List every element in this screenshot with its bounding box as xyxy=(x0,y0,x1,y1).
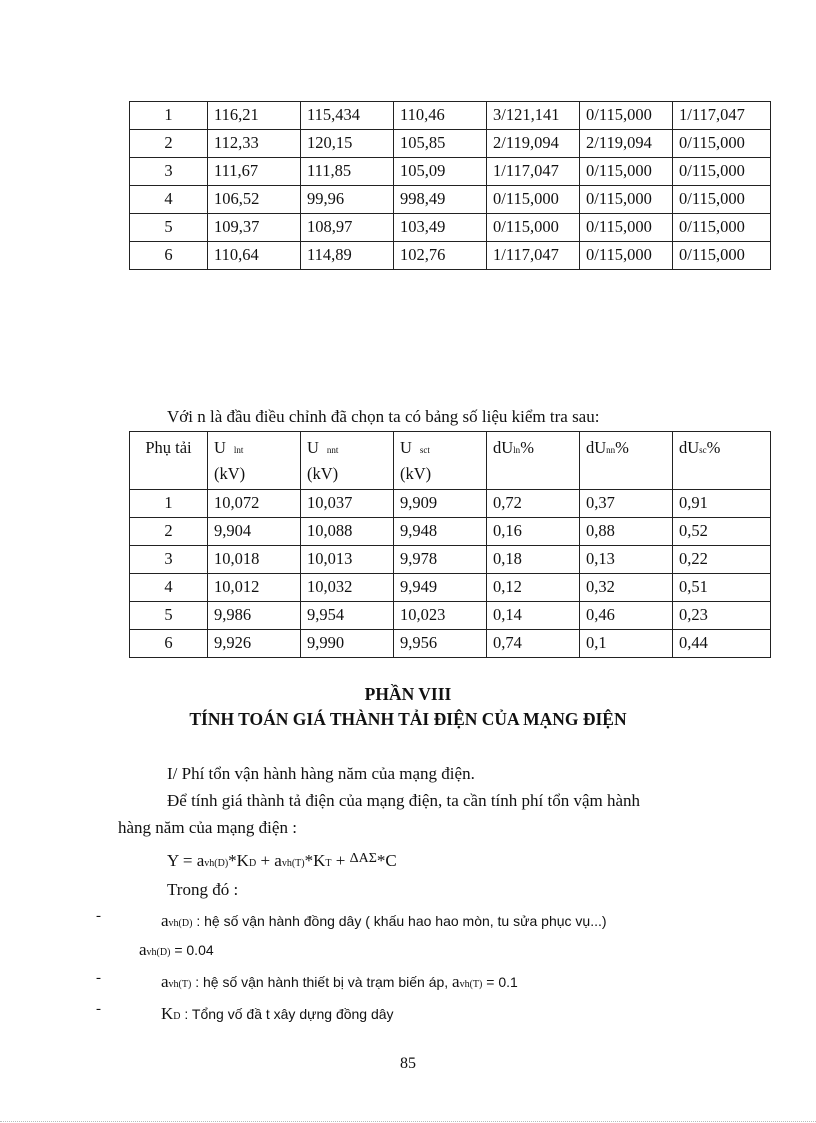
paragraph-line-1: Để tính giá thành tả điện của mạng điện, ta cần tính phí tổn vậm hành xyxy=(167,791,641,810)
table-cell: 0,91 xyxy=(673,490,771,518)
voltage-check-table xyxy=(129,431,771,658)
table-cell: 103,49 xyxy=(394,214,487,242)
table-cell: 0,52 xyxy=(673,518,771,546)
table-cell: 105,85 xyxy=(394,130,487,158)
table-cell: 0,1 xyxy=(580,630,673,658)
table-cell: 10,012 xyxy=(208,574,301,602)
table-cell: 998,49 xyxy=(394,186,487,214)
section-title: PHẦN VIII xyxy=(364,684,452,704)
table-cell: 0,74 xyxy=(487,630,580,658)
table2-caption: Với n là đầu điều chỉnh đã chọn ta có bảng số liệu kiểm tra sau: xyxy=(167,407,600,426)
bullet-1-value: avh(D) = 0.04 xyxy=(139,940,214,959)
table-cell: 105,09 xyxy=(394,158,487,186)
bullet-2: avh(T) : hệ số vận hành thiết bị và trạm biến áp, avh(T) = 0.1 xyxy=(161,972,518,991)
table-cell: 9,904 xyxy=(208,518,301,546)
table-cell: 3/121,141 xyxy=(487,102,580,130)
table-cell: 0/115,000 xyxy=(487,214,580,242)
table-cell: 0/115,000 xyxy=(673,158,771,186)
table-cell: 3 xyxy=(130,546,208,574)
table-cell: 0,88 xyxy=(580,518,673,546)
table1-row xyxy=(130,102,771,130)
table1-row xyxy=(130,214,771,242)
table-cell: 9,990 xyxy=(301,630,394,658)
table-cell: 9,949 xyxy=(394,574,487,602)
page-edge xyxy=(0,1121,816,1122)
table-cell: 0,37 xyxy=(580,490,673,518)
table-cell: 99,96 xyxy=(301,186,394,214)
table-cell: 0/115,000 xyxy=(580,186,673,214)
table-cell: 111,67 xyxy=(208,158,301,186)
bullet-1: avh(D) : hệ số vận hành đồng dây ( khấu hao hao mòn, tu sửa phục vụ...) xyxy=(161,911,607,930)
table-cell: 110,46 xyxy=(394,102,487,130)
table2-row xyxy=(130,518,771,546)
table2-row xyxy=(130,574,771,602)
table-cell: 9,978 xyxy=(394,546,487,574)
table-cell: 0,16 xyxy=(487,518,580,546)
table-cell: 0,72 xyxy=(487,490,580,518)
table-cell: 5 xyxy=(130,602,208,630)
table-cell: 116,21 xyxy=(208,102,301,130)
table-cell: 10,088 xyxy=(301,518,394,546)
table-cell: 9,954 xyxy=(301,602,394,630)
table1-row xyxy=(130,242,771,270)
table2-row xyxy=(130,630,771,658)
table-cell: 0/115,000 xyxy=(673,186,771,214)
table-cell: 10,037 xyxy=(301,490,394,518)
table-cell: 108,97 xyxy=(301,214,394,242)
table-cell: 0/115,000 xyxy=(580,214,673,242)
table-cell: 0,32 xyxy=(580,574,673,602)
table-cell: 9,948 xyxy=(394,518,487,546)
table-cell: 0,51 xyxy=(673,574,771,602)
table2-row xyxy=(130,602,771,630)
table-cell: 10,018 xyxy=(208,546,301,574)
table-cell: 10,072 xyxy=(208,490,301,518)
table-cell: 2/119,094 xyxy=(580,130,673,158)
table2-header-row xyxy=(130,432,771,490)
table-cell: 0,12 xyxy=(487,574,580,602)
table-cell: 0/115,000 xyxy=(673,242,771,270)
table-cell: 6 xyxy=(130,630,208,658)
bullet-dash-1: - xyxy=(96,908,101,924)
table-cell: 102,76 xyxy=(394,242,487,270)
table2-row xyxy=(130,490,771,518)
table-cell: 120,15 xyxy=(301,130,394,158)
header-u-nnt: U nnt (kV) xyxy=(301,432,394,490)
table-cell: 2/119,094 xyxy=(487,130,580,158)
header-du-nn: dUnn% xyxy=(580,432,673,490)
voltage-tap-table xyxy=(129,101,771,270)
table-cell: 10,013 xyxy=(301,546,394,574)
bullet-dash-3: - xyxy=(96,1001,101,1017)
page-number: 85 xyxy=(400,1055,416,1072)
table-cell: 10,023 xyxy=(394,602,487,630)
table-cell: 9,956 xyxy=(394,630,487,658)
header-du-ln: dUln% xyxy=(487,432,580,490)
table-cell: 5 xyxy=(130,214,208,242)
paragraph-line-2: hàng năm của mạng điện : xyxy=(118,818,297,837)
bullet-3: KD : Tổng vố đầ t xây dựng đồng dây xyxy=(161,1004,394,1023)
section-subtitle: TÍNH TOÁN GIÁ THÀNH TẢI ĐIỆN CỦA MẠNG ĐIỆN xyxy=(189,709,627,729)
table-cell: 0,44 xyxy=(673,630,771,658)
table-cell: 109,37 xyxy=(208,214,301,242)
table-cell: 0/115,000 xyxy=(580,158,673,186)
table1-row xyxy=(130,158,771,186)
table-cell: 0/115,000 xyxy=(580,102,673,130)
bullet-dash-2: - xyxy=(96,970,101,986)
table-cell: 0,18 xyxy=(487,546,580,574)
table-cell: 1/117,047 xyxy=(487,158,580,186)
table-cell: 1 xyxy=(130,102,208,130)
table-cell: 0,13 xyxy=(580,546,673,574)
header-u-sct: U sct (kV) xyxy=(394,432,487,490)
table-cell: 2 xyxy=(130,518,208,546)
table2-row xyxy=(130,546,771,574)
table-cell: 111,85 xyxy=(301,158,394,186)
table-cell: 0/115,000 xyxy=(487,186,580,214)
table-cell: 1/117,047 xyxy=(487,242,580,270)
table-cell: 0,22 xyxy=(673,546,771,574)
header-du-sc: dUsc% xyxy=(673,432,771,490)
table-cell: 0/115,000 xyxy=(673,214,771,242)
table-cell: 4 xyxy=(130,186,208,214)
table-cell: 1 xyxy=(130,490,208,518)
table-cell: 9,986 xyxy=(208,602,301,630)
table-cell: 9,926 xyxy=(208,630,301,658)
table-cell: 0/115,000 xyxy=(580,242,673,270)
table-cell: 106,52 xyxy=(208,186,301,214)
table-cell: 2 xyxy=(130,130,208,158)
header-load: Phụ tải xyxy=(130,432,208,490)
table-cell: 115,434 xyxy=(301,102,394,130)
table1-row xyxy=(130,130,771,158)
table-cell: 0,23 xyxy=(673,602,771,630)
table-cell: 3 xyxy=(130,158,208,186)
heading-operating-cost: I/ Phí tổn vận hành hàng năm của mạng điện. xyxy=(167,764,475,783)
table-cell: 0,14 xyxy=(487,602,580,630)
table-cell: 0/115,000 xyxy=(673,130,771,158)
table-cell: 6 xyxy=(130,242,208,270)
header-u-lnt: U lnt (kV) xyxy=(208,432,301,490)
table-cell: 10,032 xyxy=(301,574,394,602)
table-cell: 110,64 xyxy=(208,242,301,270)
table-cell: 112,33 xyxy=(208,130,301,158)
table-cell: 9,909 xyxy=(394,490,487,518)
table1-row xyxy=(130,186,771,214)
table-cell: 4 xyxy=(130,574,208,602)
table-cell: 1/117,047 xyxy=(673,102,771,130)
cost-formula: Y = avh(D)*KD + avh(T)*KT + $^{\Delta A\Sigma}$*C xyxy=(167,851,397,870)
table-cell: 0,46 xyxy=(580,602,673,630)
table-cell: 114,89 xyxy=(301,242,394,270)
where-label: Trong đó : xyxy=(167,880,239,899)
